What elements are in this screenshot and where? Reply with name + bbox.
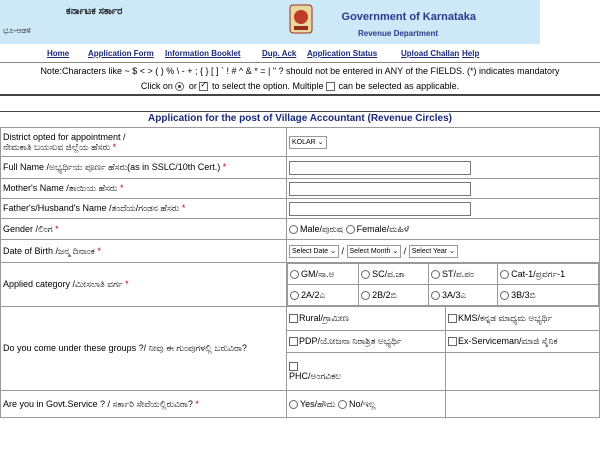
fullname-label-cell [1, 157, 287, 179]
dob-label: Date of Birth /ಜನ್ಮ ದಿನಾಂಕ [3, 245, 95, 256]
required-mark: * [97, 245, 101, 256]
required-mark: * [120, 183, 124, 193]
required-mark: * [181, 203, 186, 213]
category-option-label: 3B/3ಬಿ [511, 289, 536, 300]
category-2b-radio[interactable] [361, 291, 370, 300]
dob-date-select[interactable]: Select Date ⌄ [289, 245, 339, 258]
category-option-label: GM/ಸಾ.ಅ [301, 268, 335, 279]
group-rural-label: Rural/ಗ್ರಾಮೀಣ [299, 313, 350, 323]
note-text-d: can be selected as applicable. [338, 81, 460, 91]
gender-female-label: Female/ಮಹಿಳೆ [356, 223, 410, 234]
district-label-cell [1, 128, 287, 157]
category-field-cell [287, 263, 600, 307]
checkbox-empty-icon [326, 82, 335, 91]
groups-label-cell [1, 307, 287, 391]
category-gm-radio[interactable] [290, 270, 299, 279]
note-selection [0, 81, 600, 91]
required-mark: * [195, 398, 199, 409]
gender-label: Gender /ಲಿಂಗ [3, 223, 53, 234]
category-option-label: SC/ಪ.ಜಾ [372, 268, 405, 279]
group-ex-cell [446, 331, 600, 353]
group-kms-checkbox[interactable] [448, 314, 457, 323]
group-rural-checkbox[interactable] [289, 314, 298, 323]
dob-label-cell [1, 240, 287, 263]
radio-example-icon [175, 82, 184, 91]
fullname-field-cell [287, 157, 600, 179]
govt-label-cell [1, 391, 287, 418]
category-label: Applied category /ಮೀಸಲಾತಿ ವರ್ಗ [3, 279, 123, 289]
kannada-title: ಕರ್ನಾಟಕ ಸರ್ಕಾರ [66, 6, 123, 17]
header-banner [0, 0, 540, 44]
nav-help[interactable]: Help [462, 49, 480, 58]
nav-information-booklet[interactable]: Information Booklet [165, 49, 241, 58]
note-text-c: to select the option. Multiple [211, 81, 324, 91]
govt-no-radio[interactable] [338, 400, 347, 409]
district-label-kn: ನೇಮಕಾತಿ ಬಯಸುವ ಜಿಲ್ಲೆಯ ಹೆಸರು [3, 141, 111, 152]
category-option-label: 2A/2ಎ [301, 289, 326, 300]
district-label: District opted for appointment / [3, 131, 126, 142]
group-empty-cell [446, 353, 600, 391]
group-phc-label: PHC/ಅಂಗವಿಕಲ [289, 371, 341, 382]
nav-dup-ack[interactable]: Dup. Ack [262, 49, 297, 58]
group-ex-checkbox[interactable] [448, 337, 457, 346]
notes-section [0, 62, 600, 94]
district-field-cell [287, 128, 600, 157]
group-kms-label: KMS/ಕನ್ನಡ ಮಾಧ್ಯಮ ಅಭ್ಯರ್ಥಿ [458, 313, 553, 323]
group-rural-cell [287, 307, 446, 331]
group-phc-checkbox[interactable] [289, 362, 298, 371]
govt-yes-label: Yes/ಹೌದು [300, 398, 336, 409]
group-pdp-checkbox[interactable] [289, 337, 298, 346]
note-text-a: Click on [140, 81, 173, 91]
checkbox-example-icon [199, 82, 208, 91]
govt-field-cell [287, 391, 446, 418]
mother-field-cell [287, 179, 600, 199]
gender-female-radio[interactable] [346, 225, 355, 234]
category-label-cell [1, 263, 287, 307]
govt-label: Are you in Govt.Service ? / ಸರ್ಕಾರಿ ಸೇವೆಯಲ್ಲಿರುವಿರಾ? [3, 398, 193, 409]
mother-label: Mother's Name /ತಾಯಿಯ ಹೆಸರು [3, 183, 118, 193]
gender-label-cell [1, 219, 287, 240]
application-form [0, 127, 600, 418]
category-3a-radio[interactable] [431, 291, 440, 300]
required-mark: * [55, 223, 59, 234]
dob-field-cell: Select Date ⌄ / Select Month ⌄ / Select Year ⌄ [287, 240, 600, 263]
nav-upload-challan[interactable]: Upload Challan [401, 49, 460, 58]
department-name: Revenue Department [358, 29, 439, 38]
divider-thick [0, 94, 600, 96]
govt-extra-cell [446, 391, 600, 418]
top-nav [0, 47, 600, 61]
gender-male-radio[interactable] [289, 225, 298, 234]
fullname-label: Full Name /ಅಭ್ಯರ್ಥಿಯ ಪೂರ್ಣ ಹೆಸರು(as in SSLC/10th Cert.) [3, 162, 221, 172]
gender-field-cell [287, 219, 600, 240]
father-label: Father's/Husband's Name /ತಂದೆಯ/ಗಂಡನ ಹೆಸರು [3, 203, 180, 213]
required-mark: * [125, 279, 129, 289]
group-ex-label: Ex-Serviceman/ಮಾಜಿ ಸೈನಿಕ [458, 336, 558, 346]
group-phc-cell [287, 353, 446, 391]
category-3b-radio[interactable] [500, 291, 509, 300]
mother-label-cell [1, 179, 287, 199]
group-pdp-label: PDP/ಯೋಜನಾ ನಿರಾಶ್ರಿತ ಅಭ್ಯರ್ಥಿ [299, 336, 402, 346]
category-option-label: ST/ಪ.ಪಂ [441, 268, 474, 279]
note-text-b: or [188, 81, 197, 91]
category-st-radio[interactable] [431, 270, 440, 279]
government-title: Government of Karnataka [341, 11, 476, 23]
govt-yes-radio[interactable] [289, 400, 298, 409]
group-kms-cell [446, 307, 600, 331]
father-name-input[interactable] [289, 202, 471, 216]
nav-home[interactable]: Home [47, 49, 70, 58]
mother-name-input[interactable] [289, 182, 471, 196]
form-title: Application for the post of Village Accountant (Revenue Circles) [0, 111, 600, 128]
required-mark: * [222, 162, 227, 172]
govt-no-label: No/ಇಲ್ಲ [348, 398, 376, 409]
category-cat1-radio[interactable] [500, 270, 509, 279]
kannada-subtitle: ಭೂ-ಆಡಳಿ [3, 26, 31, 35]
group-pdp-cell [287, 331, 446, 353]
category-option-label: Cat-1/ಪ್ರವರ್ಗ-1 [511, 268, 566, 279]
category-option-label: 2B/2ಬಿ [372, 289, 397, 300]
category-sc-radio[interactable] [361, 270, 370, 279]
category-2a-radio[interactable] [290, 291, 299, 300]
category-grid [287, 263, 599, 306]
nav-application-status[interactable]: Application Status [307, 49, 378, 58]
fullname-input[interactable] [289, 161, 471, 175]
nav-application-form[interactable]: Application Form [88, 49, 154, 58]
gender-male-label: Male/ಪುರುಷ [300, 223, 344, 234]
dob-month-select[interactable]: Select Month ⌄ [347, 245, 402, 258]
state-emblem-icon [286, 3, 316, 37]
district-select[interactable]: KOLAR ⌄ [289, 136, 327, 149]
father-field-cell [287, 199, 600, 219]
note-characters: Note:Characters like ~ $ < > ( ) % \ - + ; { } [ ] ` ! # ^ & * = | " ? should not be entered in ANY of the FIELDS. (*) indicates mandatory [40, 66, 560, 76]
required-mark: * [112, 141, 117, 152]
father-label-cell [1, 199, 287, 219]
groups-label: Do you come under these groups ?/ ನೀವು ಈ ಗುಂಪುಗಳಲ್ಲಿ ಬರುವಿರಾ? [3, 343, 247, 353]
dob-year-select[interactable]: Select Year ⌄ [409, 245, 458, 258]
category-option-label: 3A/3ಎ [441, 289, 467, 300]
